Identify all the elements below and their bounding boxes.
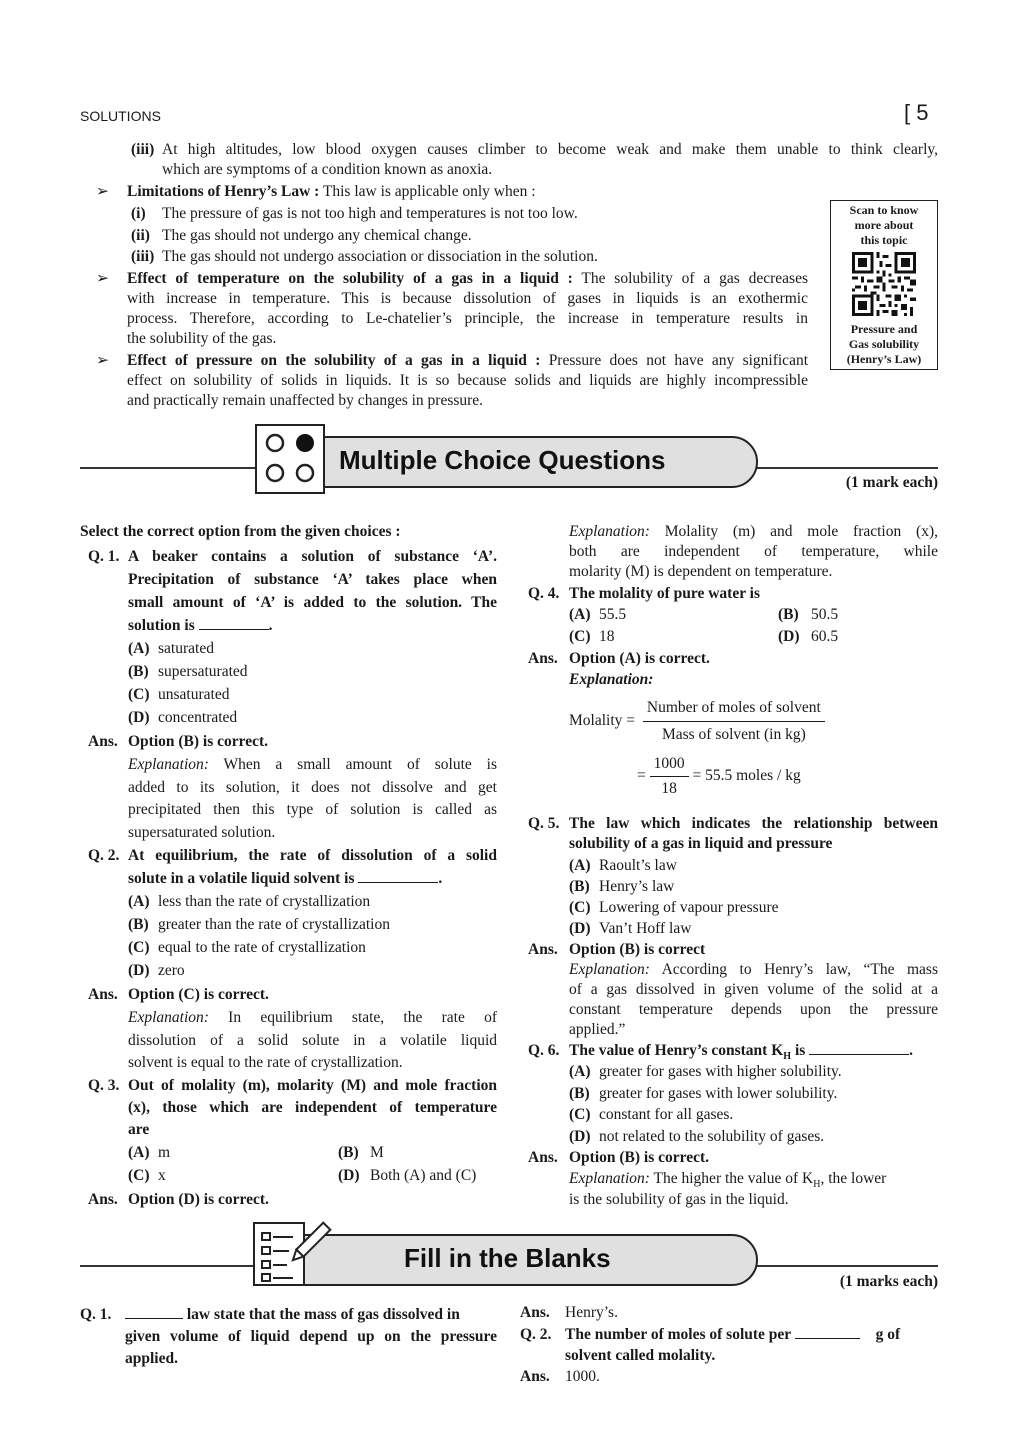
option-text: Lowering of vapour pressure — [599, 899, 779, 916]
pressure-title: Effect of pressure on the solubility of a gas in a liquid : — [127, 352, 541, 369]
option-text: saturated — [158, 640, 214, 657]
explanation-label: Explanation: — [569, 523, 650, 540]
question-line: The law which indicates the relationship between — [569, 815, 938, 832]
explanation-label: Explanation: — [569, 961, 650, 978]
answer-blank — [199, 616, 269, 630]
chapter-title: SOLUTIONS — [80, 108, 161, 124]
formula-denominator: Mass of solvent (in kg) — [661, 726, 806, 743]
explanation-text: Molality (m) and mole fraction (x), — [649, 523, 938, 540]
question-line: Out of molality (m), molarity (M) and mole fraction — [128, 1077, 497, 1094]
bullet-arrow-icon: ➢ — [96, 183, 109, 200]
explanation-line: molarity (M) is dependent on temperature. — [569, 563, 833, 580]
section-title: Fill in the Blanks — [404, 1243, 611, 1273]
molality-calculation — [637, 754, 801, 799]
pressure-heading — [127, 351, 808, 371]
option-text: 50.5 — [811, 606, 839, 623]
limitations-text: This law is applicable only when : — [319, 183, 536, 200]
limitations-title: Limitations of Henry’s Law : — [127, 183, 320, 200]
page-number: [ 5 — [904, 100, 929, 125]
answer-label: Ans. — [520, 1304, 550, 1321]
explanation-text: The higher the value of K — [649, 1170, 814, 1187]
bullet-arrow-icon: ➢ — [96, 270, 109, 287]
option-label: (B) — [338, 1144, 359, 1161]
question-number: Q. 5. — [528, 815, 560, 832]
explanation-text: According to Henry’s law, “The mass — [649, 961, 938, 978]
explanation-line: precipitated then this type of solution is called as — [128, 801, 497, 818]
limit-item-text: The gas should not undergo association or dissociation in the solution. — [162, 248, 598, 265]
option-label: (D) — [569, 1128, 591, 1145]
question-line: small amount of ‘A’ is added to the solution. The — [128, 594, 497, 611]
section-title: Multiple Choice Questions — [339, 445, 666, 475]
question-text: The number of moles of solute per — [565, 1326, 791, 1343]
option-label: (B) — [778, 606, 799, 623]
question-number: Q. 1. — [88, 548, 120, 565]
option-text: Raoult’s law — [599, 857, 677, 874]
temperature-line: process. Therefore, according to Le-chatelier’s principle, the increase in temperature results in — [127, 310, 808, 327]
answer-text: Henry’s. — [565, 1304, 618, 1321]
option-text: greater for gases with higher solubility. — [599, 1063, 842, 1080]
answer-label: Ans. — [528, 941, 558, 958]
circle-options-icon — [257, 426, 322, 491]
subscript: H — [783, 1051, 792, 1063]
limitations-heading — [127, 182, 536, 202]
answer-text: 1000. — [565, 1368, 600, 1385]
limit-item-text: The pressure of gas is not too high and temperatures is not too low. — [162, 205, 578, 222]
question-line — [125, 1305, 460, 1325]
answer-label: Ans. — [528, 1149, 558, 1166]
question-number: Q. 4. — [528, 585, 560, 602]
explanation-text: When a small amount of solute is — [208, 756, 497, 773]
mcq-circles-icon — [255, 424, 325, 494]
explanation-label: Explanation: — [569, 671, 654, 688]
option-text: less than the rate of crystallization — [158, 893, 371, 910]
question-line — [565, 1325, 900, 1345]
question-line: A beaker contains a solution of substance ‘A’. — [128, 548, 497, 565]
temperature-heading — [127, 269, 808, 289]
item-iii-line2: which are symptoms of a condition known as anoxia. — [162, 161, 493, 178]
answer-label: Ans. — [88, 986, 118, 1003]
option-label: (B) — [128, 663, 149, 680]
answer-blank — [809, 1041, 909, 1055]
formula-lhs: Molality = — [569, 712, 636, 730]
explanation-line: supersaturated solution. — [128, 824, 276, 841]
answer-text: Option (C) is correct. — [128, 986, 269, 1003]
calc-result: = 55.5 moles / kg — [692, 767, 801, 785]
answer-text: Option (D) is correct. — [128, 1191, 269, 1208]
question-line: applied. — [125, 1350, 178, 1367]
answer-blank — [795, 1325, 860, 1339]
question-line: solubility of a gas in liquid and pressure — [569, 835, 833, 852]
option-label: (B) — [128, 916, 149, 933]
option-text: concentrated — [158, 709, 238, 726]
option-text: Van’t Hoff law — [599, 920, 692, 937]
explanation-line: both are independent of temperature, while — [569, 543, 938, 560]
option-text: Henry’s law — [599, 878, 675, 895]
pressure-text: Pressure does not have any significant — [540, 352, 809, 369]
limit-item-label: (ii) — [131, 227, 150, 244]
answer-text: Option (A) is correct. — [569, 650, 710, 667]
option-label: (A) — [128, 1144, 150, 1161]
item-iii-line1: At high altitudes, low blood oxygen causes climber to become weak and make them unable to think clearly, — [162, 141, 938, 158]
instruction: Select the correct option from the given choices : — [80, 523, 401, 540]
option-label: (A) — [569, 857, 591, 874]
option-label: (C) — [128, 686, 150, 703]
answer-text: Option (B) is correct. — [569, 1149, 710, 1166]
qr-code-icon[interactable] — [852, 252, 916, 316]
question-text: solute in a volatile liquid solvent is — [128, 870, 355, 887]
option-label: (C) — [569, 1106, 591, 1123]
explanation-line — [569, 522, 938, 542]
option-text: m — [158, 1144, 171, 1161]
answer-text: Option (B) is correct — [569, 941, 706, 958]
explanation-line: applied.” — [569, 1021, 626, 1038]
bullet-arrow-icon: ➢ — [96, 352, 109, 369]
section-marks: (1 mark each) — [845, 474, 938, 491]
qr-caption-line: more about — [854, 218, 914, 232]
answer-label: Ans. — [88, 733, 118, 750]
explanation-line: of a gas dissolved in given volume of the solid at a — [569, 981, 938, 998]
limit-item-label: (iii) — [131, 248, 155, 265]
option-text: equal to the rate of crystallization — [158, 939, 366, 956]
question-number: Q. 3. — [88, 1077, 120, 1094]
pencil-checklist-icon — [255, 1224, 335, 1288]
subscript: H — [813, 1179, 821, 1191]
option-label: (B) — [569, 1085, 590, 1102]
qr-caption-line: Gas solubility — [848, 337, 920, 351]
temperature-title: Effect of temperature on the solubility of a gas in a liquid : — [127, 270, 573, 287]
temperature-line: the solubility of the gas. — [127, 330, 277, 347]
option-text: Both (A) and (C) — [370, 1167, 477, 1184]
question-line: solute in a volatile liquid solvent is . — [128, 870, 443, 887]
explanation-line: constant temperature depends upon the pressure — [569, 1001, 938, 1018]
option-label: (C) — [569, 899, 591, 916]
option-text: 60.5 — [811, 628, 839, 645]
formula-numerator: Number of moles of solvent — [643, 697, 825, 722]
answer-label: Ans. — [520, 1368, 550, 1385]
option-text: M — [370, 1144, 384, 1161]
question-text: is — [791, 1042, 806, 1059]
question-line: At equilibrium, the rate of dissolution of a solid — [128, 847, 497, 864]
question-line: Precipitation of substance ‘A’ takes place when — [128, 571, 497, 588]
option-text: greater for gases with lower solubility. — [599, 1085, 838, 1102]
qr-caption-line: Pressure and — [850, 322, 918, 336]
question-line: given volume of liquid depend up on the pressure — [125, 1328, 497, 1345]
option-label: (C) — [128, 1167, 150, 1184]
explanation-line — [128, 755, 497, 775]
option-text: 55.5 — [599, 606, 627, 623]
explanation-line: solvent is equal to the rate of crystallization. — [128, 1054, 403, 1071]
calc-numerator: 1000 — [650, 754, 689, 777]
pressure-line: effect on solubility of solids in liquids. It is so because solids and liquids are highly incompressible — [127, 372, 808, 389]
option-label: (A) — [128, 893, 150, 910]
option-text: constant for all gases. — [599, 1106, 734, 1123]
question-number: Q. 2. — [520, 1326, 552, 1343]
option-text: not related to the solubility of gases. — [599, 1128, 825, 1145]
question-line: solution is . — [128, 617, 273, 634]
question-line: (x), those which are independent of temperature — [128, 1099, 497, 1116]
option-label: (C) — [569, 628, 591, 645]
qr-caption-top — [830, 203, 938, 248]
explanation-text: In equilibrium state, the rate of — [208, 1009, 497, 1026]
explanation-line — [128, 1008, 497, 1028]
calc-fraction — [650, 754, 689, 799]
question-line: solvent called molality. — [565, 1347, 716, 1364]
qr-caption-bottom — [830, 322, 938, 367]
option-label: (C) — [128, 939, 150, 956]
item-iii-label: (iii) — [131, 141, 155, 158]
question-line: are — [128, 1121, 150, 1138]
option-label: (A) — [128, 640, 150, 657]
question-number: Q. 2. — [88, 847, 120, 864]
explanation-label: Explanation: — [569, 1170, 650, 1187]
question-text: law state that the mass of gas dissolved in — [183, 1306, 460, 1323]
explanation-text: , the lower — [820, 1170, 887, 1187]
explanation-label: Explanation: — [128, 1009, 209, 1026]
option-text: zero — [158, 962, 185, 979]
pressure-line: and practically remain unaffected by changes in pressure. — [127, 392, 484, 409]
option-label: (D) — [569, 920, 591, 937]
explanation-line — [569, 960, 938, 980]
option-text: 18 — [599, 628, 615, 645]
answer-blank — [358, 869, 438, 883]
explanation-line: added to its solution, it does not dissolve and get — [128, 779, 497, 796]
qr-caption-line: (Henry’s Law) — [846, 352, 922, 366]
section-marks: (1 marks each) — [839, 1273, 938, 1290]
molality-formula — [569, 697, 825, 746]
limit-item-label: (i) — [131, 205, 146, 222]
option-label: (D) — [128, 962, 150, 979]
formula-equals: = — [637, 767, 646, 785]
qr-caption-line: Scan to know — [849, 203, 919, 217]
question-number: Q. 6. — [528, 1042, 560, 1059]
explanation-line: is the solubility of gas in the liquid. — [569, 1191, 789, 1208]
question-text: g of — [871, 1326, 901, 1343]
qr-caption-line: this topic — [860, 233, 908, 247]
option-label: (D) — [778, 628, 800, 645]
option-label: (A) — [569, 606, 591, 623]
option-text: supersaturated — [158, 663, 248, 680]
limit-item-text: The gas should not undergo any chemical change. — [162, 227, 472, 244]
explanation-line: dissolution of a solid solute in a volatile liquid — [128, 1032, 497, 1049]
question-text: solution is — [128, 617, 195, 634]
answer-text: Option (B) is correct. — [128, 733, 269, 750]
option-label: (D) — [338, 1167, 360, 1184]
checklist-icon — [253, 1222, 305, 1286]
question-text: The molality of pure water is — [569, 585, 761, 602]
option-text: x — [158, 1167, 166, 1184]
answer-blank — [125, 1305, 183, 1319]
calc-denominator: 18 — [661, 780, 677, 797]
option-text: unsaturated — [158, 686, 230, 703]
formula-fraction — [643, 697, 825, 746]
answer-label: Ans. — [88, 1191, 118, 1208]
question-line: The value of Henry’s constant $K_H$ is . — [569, 1042, 914, 1063]
explanation-label: Explanation: — [128, 756, 209, 773]
option-label: (A) — [569, 1063, 591, 1080]
option-label: (B) — [569, 878, 590, 895]
question-text: The value of Henry’s constant K — [569, 1042, 784, 1059]
question-number: Q. 1. — [80, 1306, 112, 1323]
temperature-line: with increase in temperature. This is because dissolution of gases in liquids is an exothermic — [127, 290, 808, 307]
option-text: greater than the rate of crystallization — [158, 916, 390, 933]
answer-label: Ans. — [528, 650, 558, 667]
option-label: (D) — [128, 709, 150, 726]
temperature-text: The solubility of a gas decreases — [572, 270, 809, 287]
